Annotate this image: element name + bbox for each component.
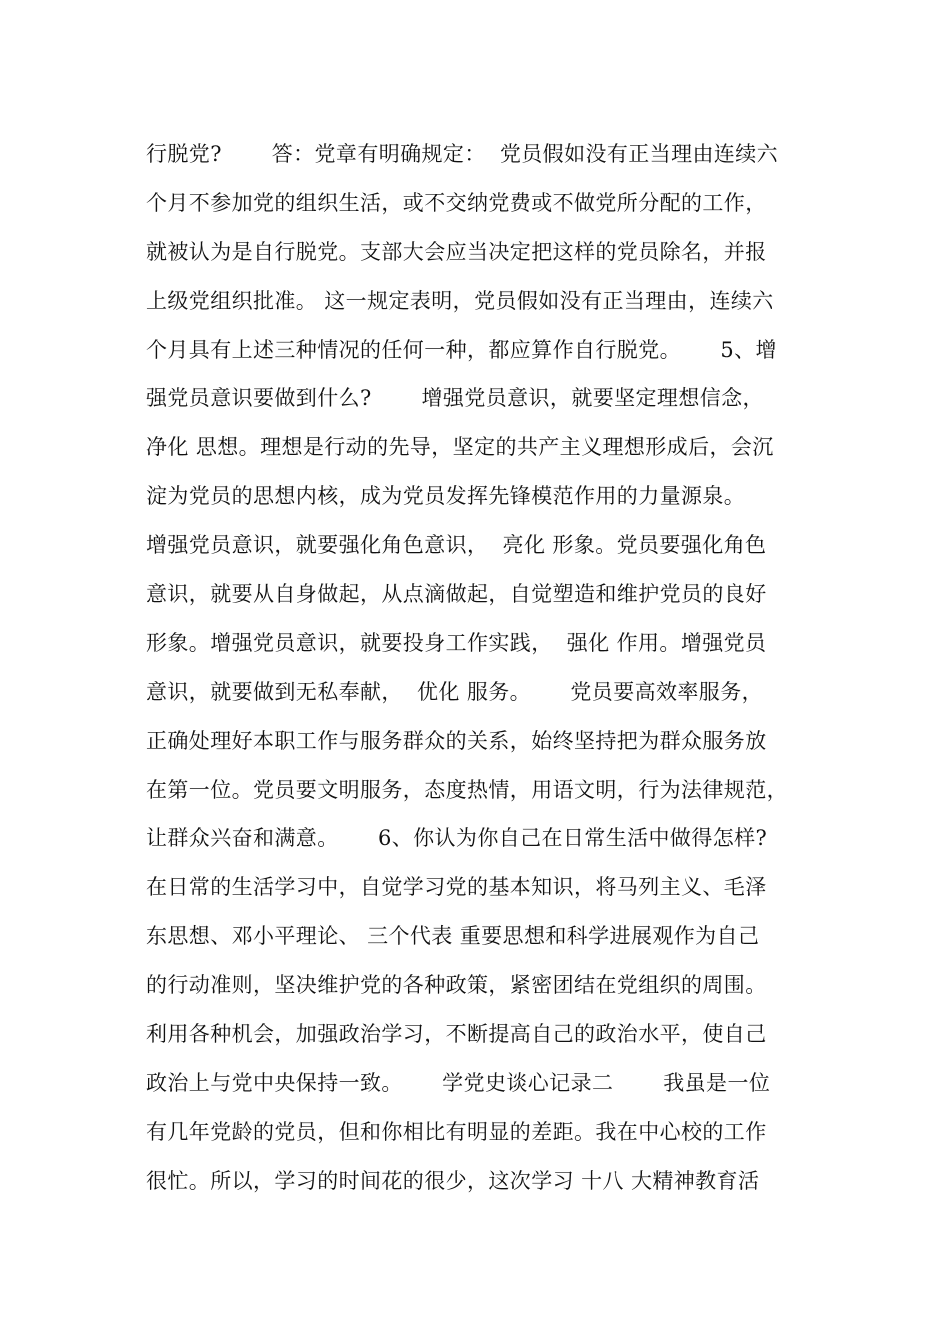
text-line: 的行动准则，坚决维护党的各种政策，紧密团结在党组织的周围。 — [146, 973, 767, 998]
text-line: 上级党组织批准。 这一规定表明，党员假如没有正当理由，连续六 — [146, 288, 774, 313]
text-line: 增强党员意识，就要强化角色意识， 亮化 形象。党员要强化角色 — [146, 533, 767, 558]
text-line: 强党员意识要做到什么? 增强党员意识，就要坚定理想信念， — [146, 386, 764, 411]
text-line: 形象。增强党员意识，就要投身工作实践， 强化 作用。增强党员 — [146, 630, 767, 655]
text-line: 让群众兴奋和满意。 6、你认为你自己在日常生活中做得怎样? — [146, 826, 768, 851]
body-text — [146, 130, 836, 1206]
text-line: 意识，就要做到无私奉献， 优化 服务。 党员要高效率服务， — [146, 679, 763, 704]
text-line: 行脱党? 答：党章有明确规定： 党员假如没有正当理由连续六 — [146, 142, 779, 166]
text-line: 就被认为是自行脱党。支部大会应当决定把这样的党员除名，并报 — [146, 239, 767, 264]
text-line: 净化 思想。理想是行动的先导，坚定的共产主义理想形成后，会沉 — [146, 435, 774, 460]
text-line: 东思想、邓小平理论、 三个代表 重要思想和科学进展观作为自己 — [146, 924, 760, 949]
text-line: 个月不参加党的组织生活，或不交纳党费或不做党所分配的工作， — [146, 190, 767, 215]
text-line: 很忙。所以，学习的时间花的很少，这次学习 十八 大精神教育活 — [146, 1168, 760, 1193]
text-line: 政治上与党中央保持一致。 学党史谈心记录二 我虽是一位 — [146, 1070, 771, 1095]
text-line: 利用各种机会，加强政治学习，不断提高自己的政治水平，使自己 — [146, 1022, 767, 1047]
text-line: 个月具有上述三种情况的任何一种，都应算作自行脱党。 5、增 — [146, 337, 777, 362]
text-line: 淀为党员的思想内核，成为党员发挥先锋模范作用的力量源泉。 — [146, 484, 746, 509]
text-line: 意识，就要从自身做起，从点滴做起，自觉塑造和维护党员的良好 — [146, 582, 767, 607]
text-line: 在日常的生活学习中，自觉学习党的基本知识，将马列主义、毛泽 — [146, 875, 767, 900]
text-line: 有几年党龄的党员，但和你相比有明显的差距。我在中心校的工作 — [146, 1119, 767, 1144]
text-line: 正确处理好本职工作与服务群众的关系，始终坚持把为群众服务放 — [146, 728, 767, 753]
text-line: 在第一位。党员要文明服务，态度热情，用语文明，行为法律规范， — [146, 777, 788, 802]
